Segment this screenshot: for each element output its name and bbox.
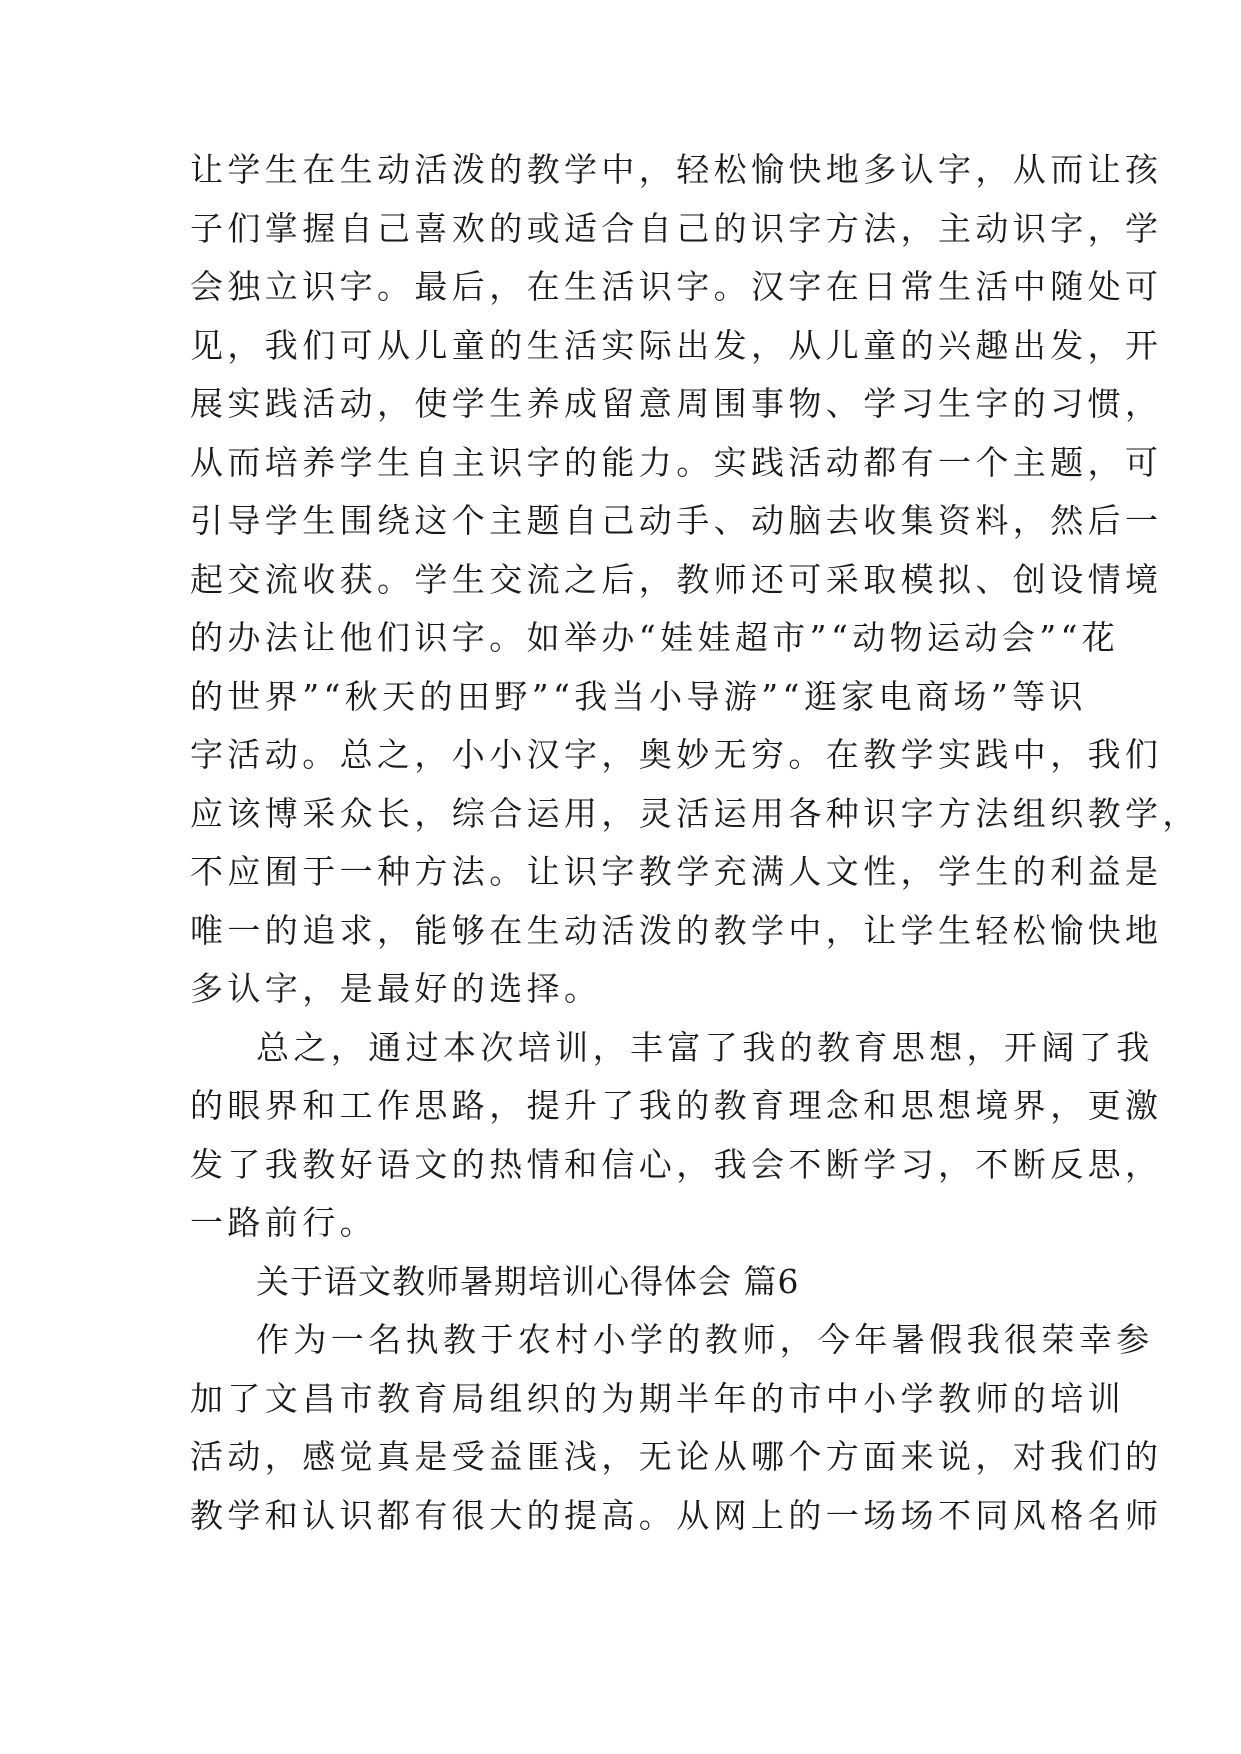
- text-line: 发了我教好语文的热情和信心，我会不断学习，不断反思，: [190, 1144, 1163, 1184]
- text-line: 应该博采众长，综合运用，灵活运用各种识字方法组织教学，: [190, 793, 1200, 833]
- text-line: 会独立识字。最后，在生活识字。汉字在日常生活中随处可: [190, 267, 1163, 306]
- text-line: 展实践活动，使学生养成留意周围事物、学习生字的习惯，: [190, 384, 1163, 423]
- text-line: 加了文昌市教育局组织的为期半年的市中小学教师的培训: [190, 1378, 1125, 1418]
- text-line: 的办法让他们识字。如举办“娃娃超市”“动物运动会”“花: [190, 618, 1120, 657]
- text-line: 教学和认识都有很大的提高。从网上的一场场不同风格名师: [190, 1495, 1163, 1535]
- text-line: 总之，通过本次培训，丰富了我的教育思想，开阔了我: [256, 1027, 1154, 1067]
- text-line: 的眼界和工作思路，提升了我的教育理念和思想境界，更激: [190, 1086, 1163, 1125]
- paragraph-intro: [190, 1311, 1163, 1545]
- document-body: [190, 141, 1200, 1545]
- text-line: 让学生在生动活泼的教学中，轻松愉快地多认字，从而让孩: [190, 150, 1163, 189]
- text-line: 见，我们可从儿童的生活实际出发，从儿童的兴趣出发，开: [190, 325, 1163, 365]
- section-heading: 关于语文教师暑期培训心得体会 篇6: [256, 1261, 800, 1301]
- text-line: 引导学生围绕这个主题自己动手、动脑去收集资料，然后一: [190, 501, 1163, 540]
- paragraph-continued: [190, 141, 1200, 1019]
- text-line: 子们掌握自己喜欢的或适合自己的识字方法，主动识字，学: [190, 208, 1163, 248]
- paragraph-summary: [190, 1019, 1163, 1253]
- text-line: 多认字，是最好的选择。: [190, 969, 602, 1008]
- text-line: 起交流收获。学生交流之后，教师还可采取模拟、创设情境: [190, 559, 1163, 599]
- text-line: 不应囿于一种方法。让识字教学充满人文性，学生的利益是: [190, 852, 1163, 891]
- text-line: 活动，感觉真是受益匪浅，无论从哪个方面来说，对我们的: [190, 1437, 1163, 1476]
- text-line: 一路前行。: [190, 1203, 377, 1242]
- text-line: 字活动。总之，小小汉字，奥妙无穷。在教学实践中，我们: [190, 735, 1163, 774]
- text-line: 唯一的追求，能够在生动活泼的教学中，让学生轻松愉快地: [190, 910, 1163, 950]
- text-line: 作为一名执教于农村小学的教师，今年暑假我很荣幸参: [256, 1320, 1154, 1359]
- text-line: 从而培养学生自主识字的能力。实践活动都有一个主题，可: [190, 442, 1163, 482]
- text-line: 的世界”“秋天的田野”“我当小导游”“逛家电商场”等识: [190, 676, 1087, 716]
